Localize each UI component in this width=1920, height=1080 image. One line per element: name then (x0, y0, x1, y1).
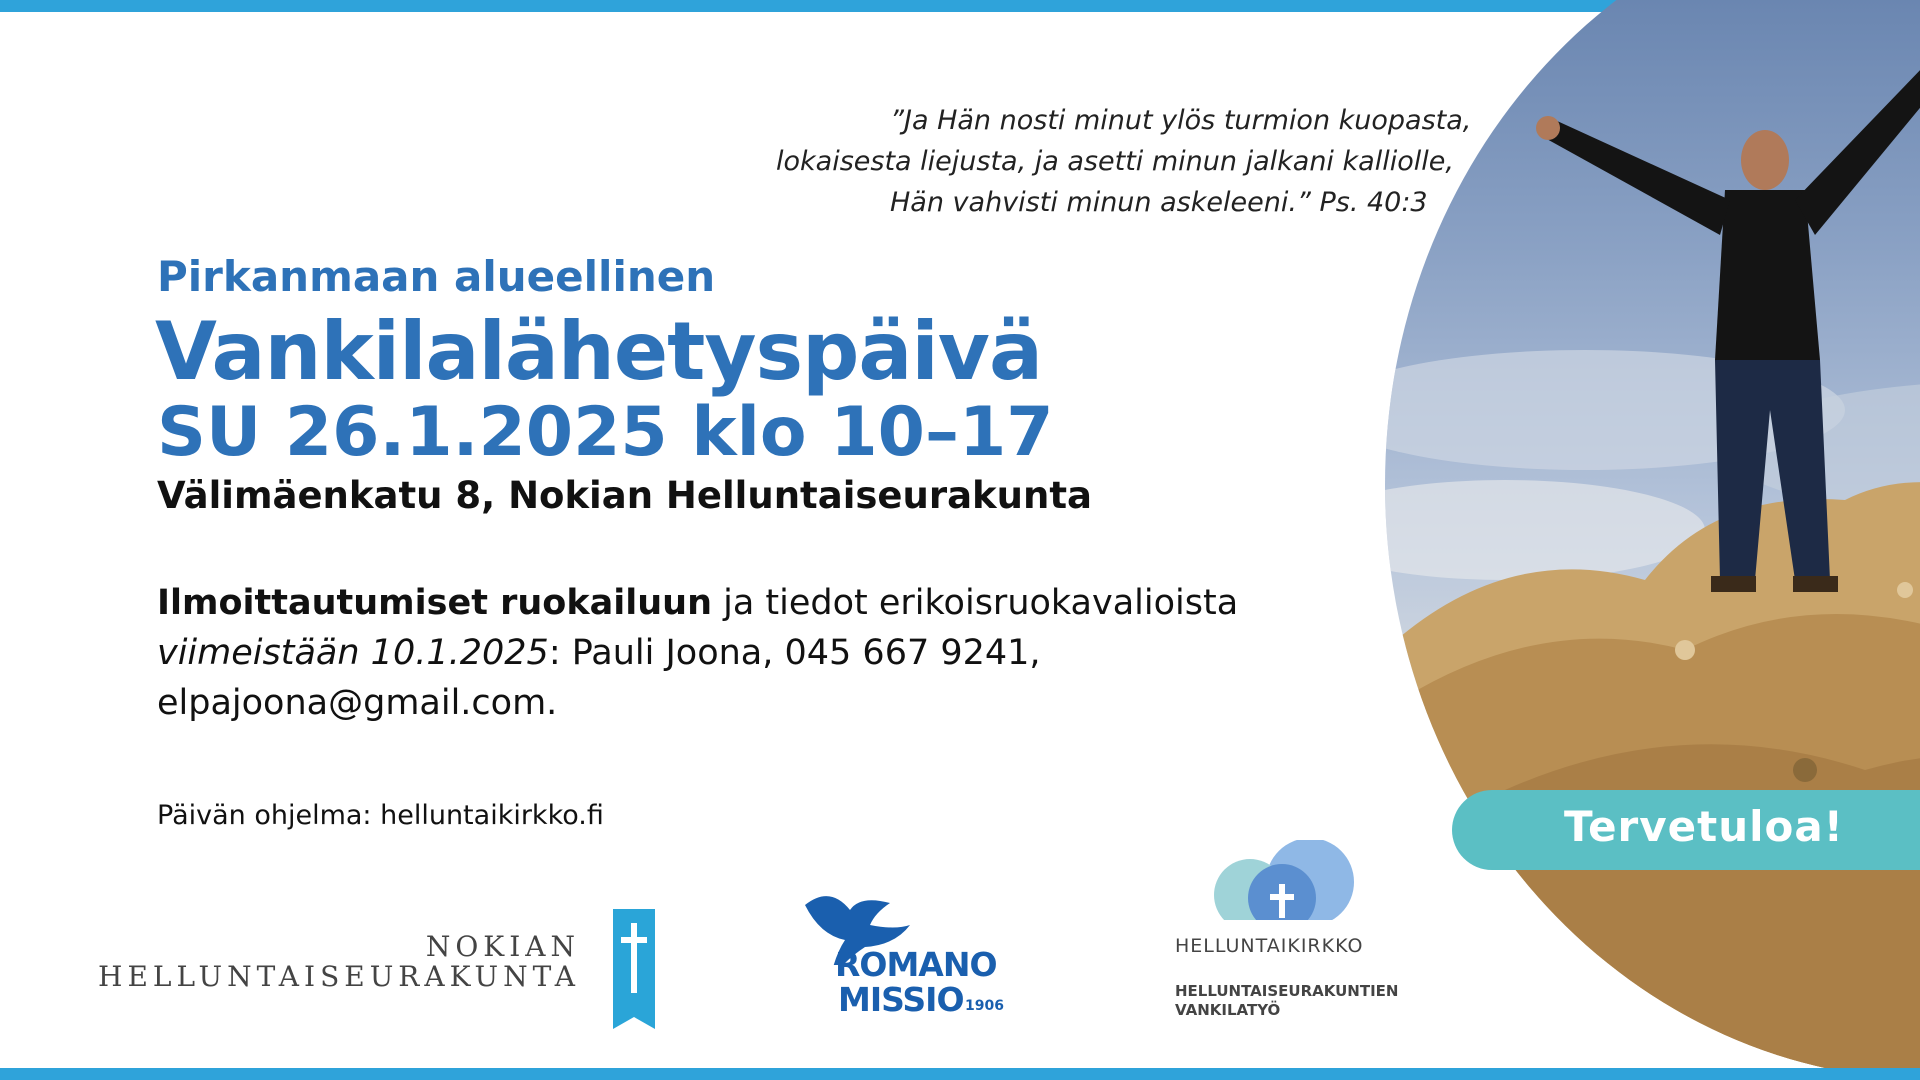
welcome-banner (1452, 790, 1920, 870)
bottom-accent-bar (0, 1068, 1920, 1080)
nokian-logo-line2: HELLUNTAISEURAKUNTA (98, 960, 580, 993)
cross-banner-icon (613, 909, 655, 1029)
romano-logo-line1: ROMANO (835, 945, 997, 984)
registration-heading: Ilmoittautumiset ruokailuun (157, 583, 712, 623)
quote-line-1: ”Ja Hän nosti minut ylös turmion kuopasta, (890, 105, 1472, 136)
helluntaikirkko-sub-line2: VANKILATYÖ (1175, 1001, 1281, 1019)
event-subtitle: Pirkanmaan alueellinen (157, 252, 716, 301)
nokian-logo-line1: NOKIAN (425, 930, 580, 963)
nokian-logo (98, 905, 655, 1035)
registration-rest: ja tiedot erikoisruokavalioista (712, 583, 1239, 623)
helluntaikirkko-subtitle (1175, 982, 1398, 1020)
church-cross-icon (1210, 840, 1360, 928)
bible-quote (0, 100, 1472, 223)
event-title: Vankilalähetyspäivä (155, 305, 1042, 398)
helluntaikirkko-sub-line1: HELLUNTAISEURAKUNTIEN (1175, 982, 1399, 1000)
program-link-text[interactable]: Päivän ohjelma: helluntaikirkko.fi (157, 800, 604, 831)
quote-line-2: lokaisesta liejusta, ja asetti minun jalkani kalliolle, (776, 146, 1454, 177)
helluntaikirkko-name: HELLUNTAIKIRKKO (1175, 935, 1364, 957)
quote-line-3: Hän vahvisti minun askeleeni.” Ps. 40:3 (890, 187, 1428, 218)
registration-info (157, 578, 1287, 728)
helluntaikirkko-logo (1170, 840, 1430, 1020)
registration-contact: : Pauli Joona, 045 667 9241, (548, 633, 1041, 673)
romano-logo-year: 1906 (965, 998, 1004, 1014)
romano-missio-logo (800, 885, 1010, 1020)
romano-logo-line2: MISSIO (838, 980, 964, 1019)
registration-deadline: viimeistään 10.1.2025 (157, 633, 549, 673)
registration-email[interactable]: elpajoona@gmail.com. (157, 683, 558, 723)
welcome-text: Tervetuloa! (1564, 802, 1844, 851)
event-date: SU 26.1.2025 klo 10–17 (157, 393, 1054, 472)
event-address: Välimäenkatu 8, Nokian Helluntaiseurakunta (157, 474, 1092, 517)
